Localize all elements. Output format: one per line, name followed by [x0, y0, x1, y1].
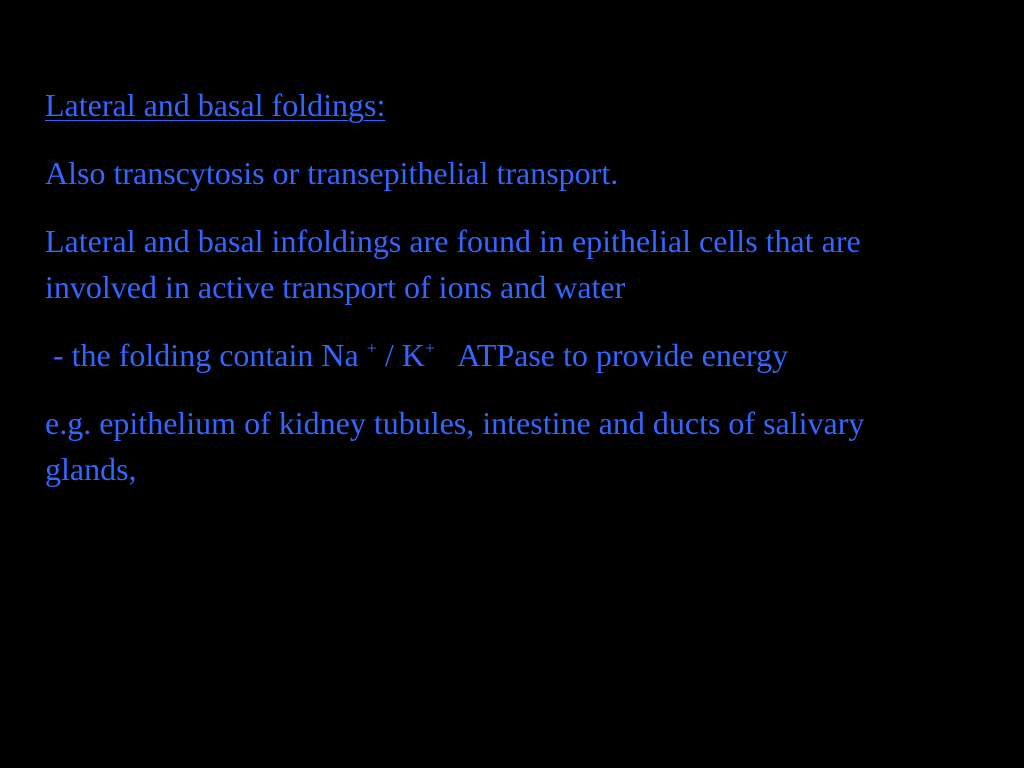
potassium-charge: +	[424, 338, 435, 358]
transcytosis-line: Also transcytosis or transepithelial transport.	[45, 155, 619, 191]
atpase-paragraph	[45, 332, 934, 378]
sodium-charge: +	[366, 338, 377, 358]
atpase-prefix: - the folding contain Na	[45, 337, 367, 373]
infoldings-paragraph: Lateral and basal infoldings are found in epithelial cells that are involved in active transport of ions and water	[45, 223, 861, 305]
atpase-mid: / K	[376, 337, 425, 373]
examples-paragraph: e.g. epithelium of kidney tubules, intestine and ducts of salivary glands,	[45, 405, 865, 487]
atpase-suffix: ATPase to provide energy	[435, 337, 789, 373]
slide-heading: Lateral and basal foldings:	[45, 87, 386, 123]
